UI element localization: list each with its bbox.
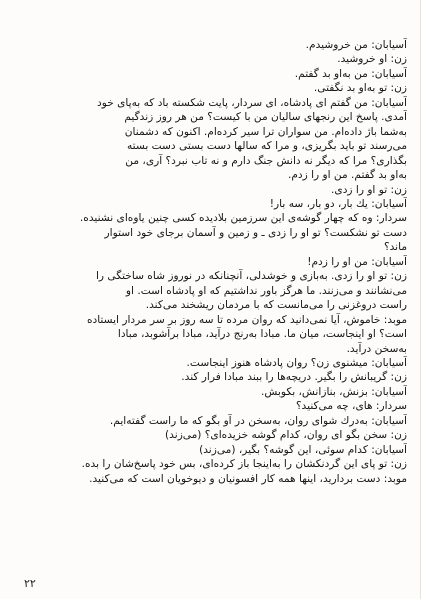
page-number: ۲۲ bbox=[24, 577, 36, 590]
dialogue-line: زن: تو او را زدی. به‌بازی و خوشدلی، آنچنانکه در نوروز شاه ساختگی را bbox=[95, 270, 407, 283]
dialogue-line: ماند؟ bbox=[383, 241, 407, 254]
dialogue-line: به‌سخن درآید. bbox=[346, 342, 407, 355]
dialogue-line: است؟ او اینجاست، میان ما. مبادا به‌رنج درآید، مبادا برآشوبد، مبادا bbox=[117, 328, 407, 341]
dialogue-line: آسیابان: من او را زدم! bbox=[307, 255, 407, 268]
dialogue-line: موبد: خاموش، آیا نمی‌دانید که روان مرده تا سه روز بر سر مردار ایستاده bbox=[86, 313, 407, 326]
dialogue-line: زن: تو به‌او بد نگفتی. bbox=[313, 82, 407, 95]
dialogue-line: سردار: وه که چهار گوشه‌ی این سرزمین بلادیده کسی چنین یاوه‌ای نشنیده. bbox=[79, 212, 407, 225]
play-dialogue-text bbox=[12, 38, 407, 486]
dialogue-line: آسیابان: کدام سوئی، این گوشه؟ بگیر، (می‌زند) bbox=[199, 443, 407, 456]
dialogue-line: زن: تو پای این گردنکشان را به‌اینجا باز کرده‌ای، بس خود پاسخ‌شان را بده. bbox=[81, 458, 407, 471]
dialogue-line: آسیابان: بزنش، بنازانش، بکوبش. bbox=[261, 385, 407, 398]
dialogue-line: زن: گریبانش را بگیر. دریچه‌ها را ببند مبادا فرار کند. bbox=[181, 371, 407, 384]
dialogue-line: آسیابان: من به‌او بد گفتم. bbox=[294, 67, 407, 80]
dialogue-line: آسیابان: به‌درك شوای روان، به‌سخن در آو بگو که ما راست گفته‌ایم. bbox=[109, 414, 407, 427]
dialogue-line: موبد: دست بردارید، اینها همه کار افسونیان و دیوخویان است که می‌کنید. bbox=[89, 472, 407, 485]
dialogue-line: می‌نشانند و می‌زنند. ما هرگز باور نداشتیم که او پادشاه است. او bbox=[125, 284, 407, 297]
dialogue-line: به‌شما باژ داده‌ام. من سواران ترا سیر کرده‌ام. اکنون که دشمنان bbox=[124, 125, 407, 138]
dialogue-line: آسیابان: میشنوی زن؟ روان پادشاه هنوز اینجاست. bbox=[186, 356, 407, 369]
dialogue-line: دست تو نشکست؟ تو او را زدی ـ و زمین و آسمان برجای خود استوار bbox=[104, 226, 407, 239]
dialogue-line: آسیابان: یك بار، دو بار، سه بار! bbox=[269, 197, 407, 210]
dialogue-line: بگذاری؟ مرا که دیگر نه دانش جنگ دارم و نه تاب نبرد؟ آری، من bbox=[125, 154, 407, 167]
dialogue-line: سردار: های، چه می‌کنید؟ bbox=[295, 400, 407, 413]
dialogue-line: آسیابان: من گفتم ای پادشاه، ای سردار، پایت شکسته باد که به‌پای خود bbox=[97, 96, 407, 109]
dialogue-line: آسیابان: من خروشیدم. bbox=[305, 39, 407, 51]
dialogue-line: زن: تو او را زدی. bbox=[331, 183, 407, 196]
dialogue-line: زن: او خروشید. bbox=[337, 53, 407, 66]
dialogue-line: به‌او بد گفتم. من او را زدم. bbox=[287, 169, 407, 182]
dialogue-line: آمدی. پاسخ این رنجهای سالیان من با کیست؟ من هر روز زندگیم bbox=[124, 111, 407, 124]
dialogue-line: زن: سخن بگو ای روان، کدام گوشه خزیده‌ای؟ (می‌زند) bbox=[165, 429, 407, 442]
dialogue-line: راست دروغزنی را می‌مانست که با مردمان ریشخند می‌کند. bbox=[145, 299, 407, 312]
dialogue-line: می‌رسند تو باید بگریزی، و مرا که سالها دست بستی دست بسته bbox=[127, 140, 407, 153]
